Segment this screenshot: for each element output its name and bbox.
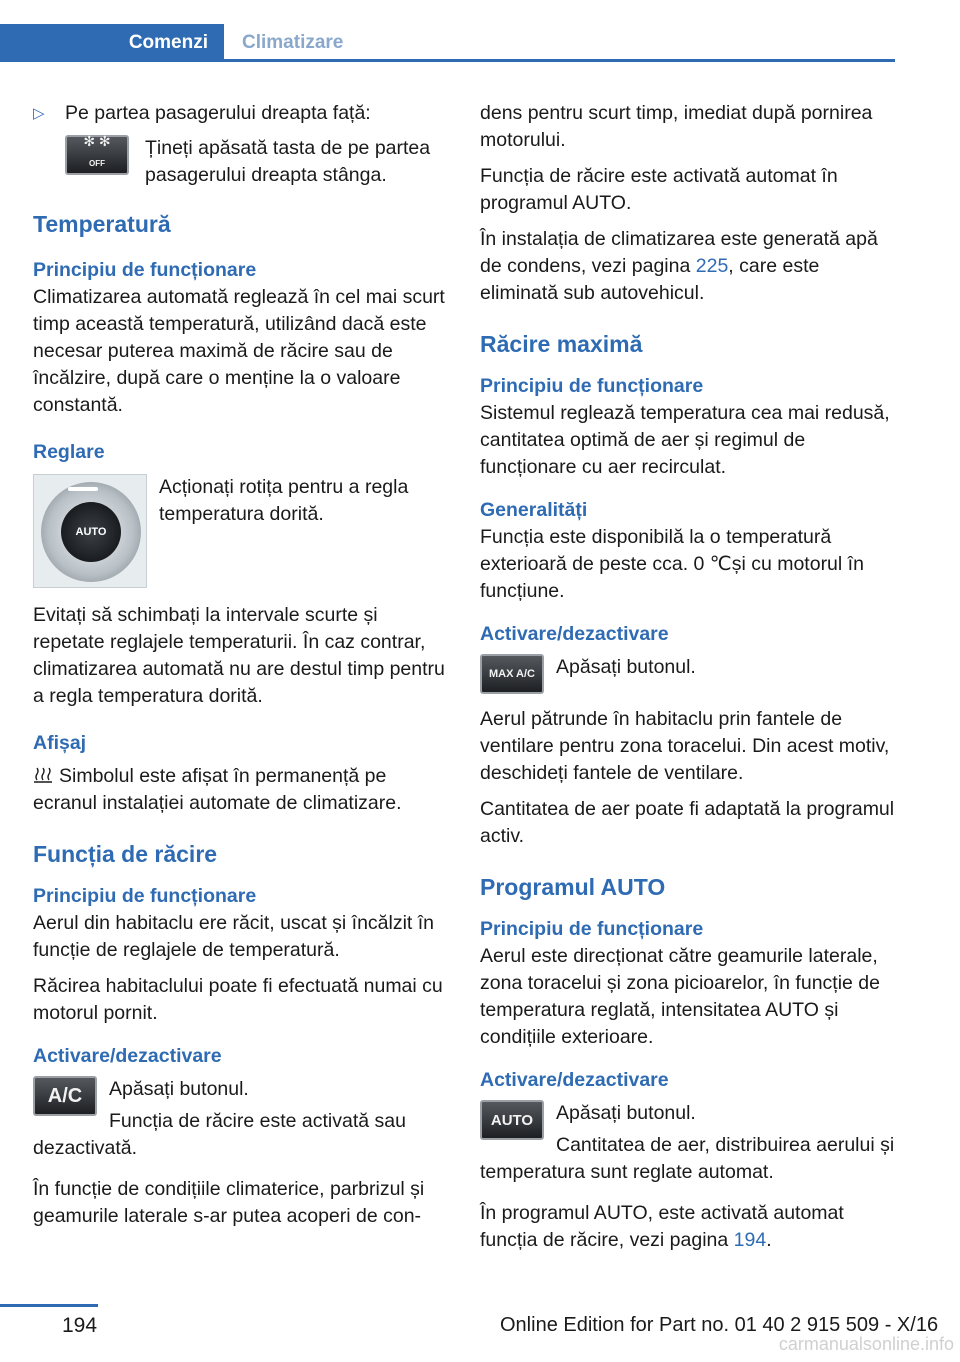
- heading-principiu-4: Principiu de funcționare: [480, 918, 704, 940]
- tab-comenzi[interactable]: Comenzi: [0, 24, 224, 62]
- heading-principiu-2: Principiu de funcționare: [33, 885, 257, 907]
- max-ac-button-image: MAX A/C: [480, 654, 544, 694]
- ac-button-image: A/C: [33, 1076, 97, 1116]
- bullet-sub-block: [33, 132, 451, 189]
- left-column: [33, 100, 451, 1239]
- seat-fan-button-image: [65, 132, 129, 175]
- ac-text-block: [109, 1076, 451, 1103]
- heading-racire-maxima: Răcire maximă: [480, 331, 643, 357]
- tab-climatizare[interactable]: Climatizare: [242, 32, 344, 53]
- heading-activare-2: Activare/dezactivare: [480, 623, 669, 645]
- apasati-1: Apăsați butonul.: [109, 1078, 249, 1100]
- footer: [0, 1300, 960, 1362]
- edition-text: Online Edition for Part no. 01 40 2 915 509 - X/16: [500, 1314, 939, 1336]
- reglare-block: [33, 474, 451, 588]
- final-text-a: În programul AUTO, este activată automat funcția de răcire, vezi pagina: [480, 1202, 844, 1251]
- paragraph-aerul: Aerul din habitaclu ere răcit, uscat și încălzit în funcție de reglajele de temperatură.: [33, 912, 435, 961]
- afisaj-text: Simbolul este afișat în permanență pe ecranul instalației automate de climatizare.: [33, 765, 402, 814]
- paragraph-aerul-patrunde: Aerul pătrunde în habitaclu prin fantele de ventilare pentru zona toracelui. Din acest motiv, deschideți fantele de ventilare.: [480, 708, 890, 784]
- watermark: carmanualsonline.info: [778, 1334, 954, 1354]
- right-column: [480, 100, 898, 1263]
- heading-functia-racire: Funcția de răcire: [33, 841, 218, 867]
- triangle-bullet-icon: ▷: [33, 105, 45, 122]
- header-bar: [0, 24, 895, 62]
- heading-afisaj: Afișaj: [33, 732, 87, 754]
- paragraph-condens: [480, 226, 898, 307]
- paragraph-cantitatea-auto: Cantitatea de aer, distribuirea aerului și temperatura sunt reglate automat.: [480, 1134, 895, 1183]
- paragraph-directionat: Aerul este direcționat către geamurile laterale, zona toracelui și zona picioarelor, în funcție de temperatura reglată, intensitatea AUTO și condițiile exterioare.: [480, 945, 880, 1048]
- heading-temperatura: Temperatură: [33, 211, 171, 237]
- bullet-text: Pe partea pasagerului dreapta față:: [65, 102, 371, 124]
- apasati-3: Apăsați butonul.: [556, 1102, 696, 1124]
- heading-principiu-1: Principiu de funcționare: [33, 259, 257, 281]
- page-link-194[interactable]: 194: [733, 1229, 767, 1251]
- paragraph-principiu-1: Climatizarea automată reglează în cel mai scurt timp această temperatură, utilizând dacă este necesar puterea maximă de răcire sau de încălzire, după care o menține la o valoare constantă.: [33, 286, 445, 416]
- paragraph-cantitatea: Cantitatea de aer poate fi adaptată la programul activ.: [480, 798, 895, 847]
- paragraph-dens: dens pentru scurt timp, imediat după pornirea motorului.: [480, 102, 873, 151]
- paragraph-final: [480, 1200, 898, 1254]
- cooling-symbol-icon: [33, 766, 53, 784]
- heading-generalitati: Generalități: [480, 499, 588, 521]
- paragraph-functia-ac: Funcția de răcire este activată sau dezactivată.: [33, 1110, 406, 1159]
- off-label: OFF: [89, 158, 105, 168]
- paragraph-sistemul: Sistemul reglează temperatura cea mai redusă, cantitatea optimă de aer și regimul de funcționare cu aer recirculat.: [480, 402, 890, 478]
- bullet-sub-text: Țineți apăsată tasta de pe partea pasagerului dreapta stânga.: [145, 137, 431, 186]
- heading-programul-auto: Programul AUTO: [480, 874, 666, 900]
- heading-principiu-3: Principiu de funcționare: [480, 375, 704, 397]
- condens-text-a: În instalația de climatizarea este generată apă de condens, vezi pagina: [480, 228, 878, 277]
- maxac-block: [480, 654, 898, 694]
- footer-bar: [0, 1304, 98, 1307]
- condens-text-b: , care este eliminată sub autovehicul.: [480, 255, 820, 304]
- paragraph-afisaj: [33, 763, 451, 817]
- minus-icon: [68, 487, 98, 491]
- bullet-item: [33, 100, 451, 127]
- heading-activare-1: Activare/dezactivare: [33, 1045, 222, 1067]
- reglare-text: Acționați rotița pentru a regla temperatura dorită.: [159, 476, 409, 525]
- paragraph-in-functie: În funcție de condițiile climaterice, parbrizul și geamurile laterale s-ar putea acoperi de con-: [33, 1178, 425, 1227]
- final-text-b: .: [766, 1229, 772, 1251]
- heading-reglare: Reglare: [33, 441, 105, 463]
- temperature-knob-image: [33, 474, 147, 588]
- auto-button-image: AUTO: [480, 1100, 544, 1140]
- paragraph-auto-prog: Funcția de răcire este activată automat în programul AUTO.: [480, 165, 838, 214]
- paragraph-racirea: Răcirea habitaclului poate fi efectuată numai cu motorul pornit.: [33, 975, 443, 1024]
- apasati-2: Apăsați butonul.: [556, 656, 696, 678]
- knob-center: AUTO: [61, 502, 121, 562]
- page-number: 194: [62, 1314, 98, 1337]
- page-link-225[interactable]: 225: [695, 255, 729, 277]
- fan-icon: ✻ ✻: [83, 132, 111, 149]
- header-rule: [0, 59, 895, 62]
- paragraph-evitati: Evitați să schimbați la intervale scurte și repetate reglajele temperaturii. În caz contrar, climatizarea automată nu are destul timp pentru a regla temperatura dorită.: [33, 604, 445, 707]
- heading-activare-3: Activare/dezactivare: [480, 1069, 669, 1091]
- paragraph-generalitati: Funcția este disponibilă la o temperatură exterioară de peste cca. 0 ℃și cu motorul în funcțiune.: [480, 526, 864, 602]
